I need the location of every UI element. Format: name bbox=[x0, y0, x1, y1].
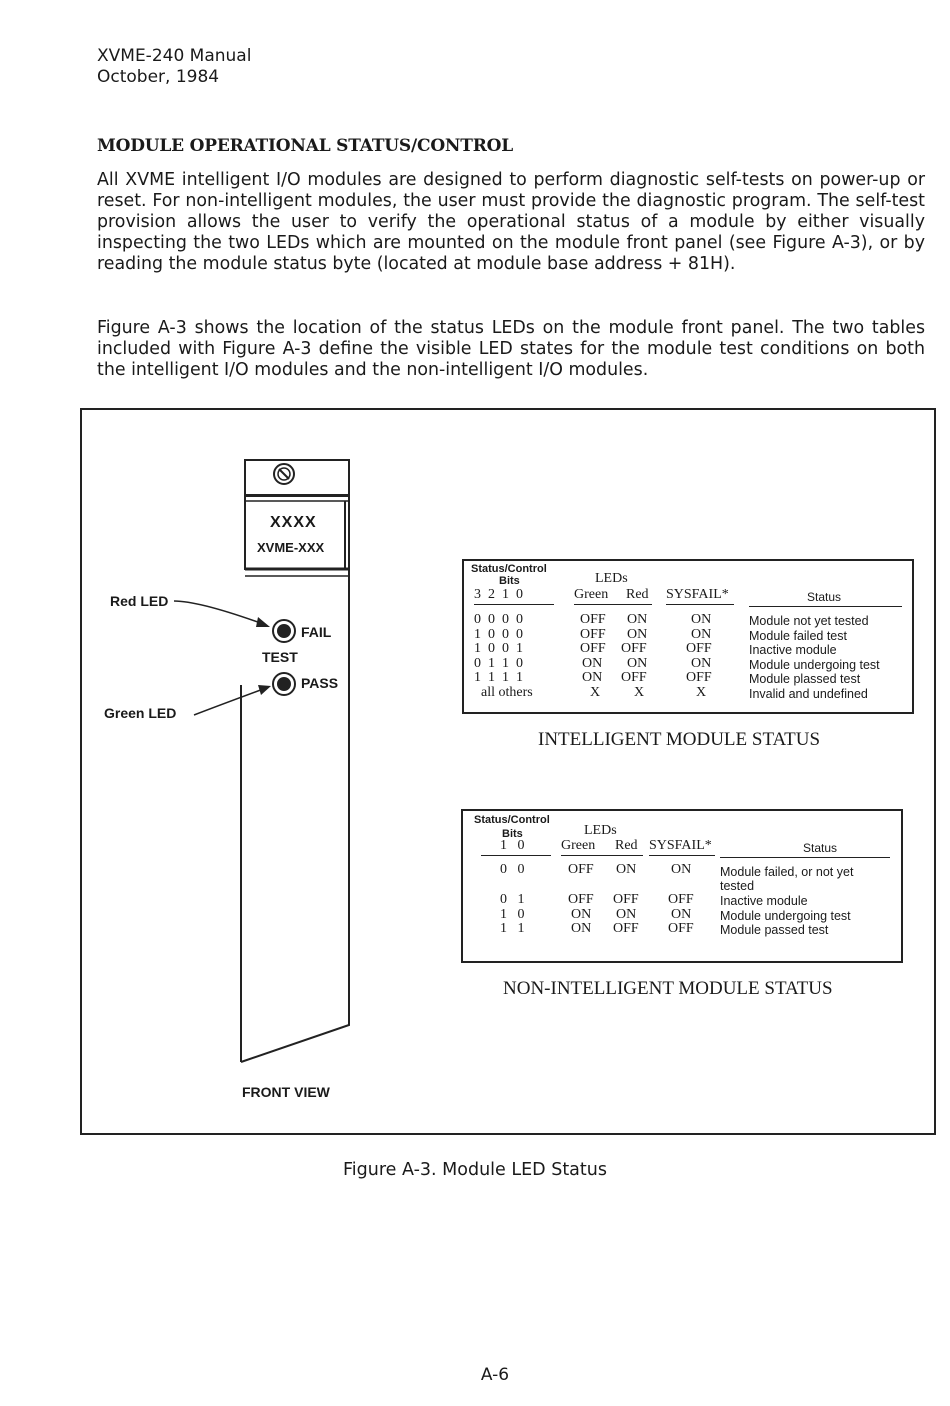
table-cell: Inactive module bbox=[720, 894, 808, 908]
table-cell: ON bbox=[691, 655, 712, 671]
table-cell: X bbox=[590, 684, 601, 700]
table-cell: Module undergoing test bbox=[720, 908, 851, 923]
table-row: 0 1 bbox=[500, 892, 525, 907]
table-cell: ON bbox=[571, 906, 592, 922]
intelligent-header-red: Red bbox=[626, 587, 649, 602]
table-cell: Inactive module bbox=[749, 643, 837, 657]
table-cell: ON bbox=[671, 906, 692, 922]
nonintelligent-underline-sysfail bbox=[649, 855, 715, 856]
table-row: 1 1 1 1 bbox=[474, 670, 523, 685]
screw-slot-icon bbox=[279, 469, 289, 479]
table-cell: ON bbox=[582, 655, 603, 671]
nonintelligent-header-red: Red bbox=[615, 838, 638, 853]
test-label: TEST bbox=[262, 649, 298, 665]
document-header-date: October, 1984 bbox=[97, 67, 220, 87]
table-cell: OFF bbox=[668, 892, 694, 907]
table-cell: OFF bbox=[568, 892, 594, 907]
green-led-leader bbox=[194, 688, 266, 715]
table-cell: OFF bbox=[621, 670, 647, 685]
table-cell: OFF bbox=[613, 892, 639, 907]
table-cell: Invalid and undefined bbox=[749, 686, 868, 701]
intelligent-header-leds: LEDs bbox=[595, 571, 628, 586]
table-cell: Module passed test bbox=[720, 923, 829, 937]
table-cell: OFF bbox=[668, 921, 694, 936]
table-row: 0 1 1 0 bbox=[474, 655, 523, 671]
intelligent-header-sysfail: SYSFAIL* bbox=[666, 587, 729, 602]
nonintelligent-header-bits: Bits bbox=[502, 828, 523, 840]
table-row: 1 0 0 0 bbox=[474, 626, 523, 642]
paragraph-1 bbox=[97, 170, 925, 275]
page-number: A-6 bbox=[480, 1365, 510, 1385]
table-cell: OFF bbox=[568, 862, 594, 877]
table-cell: tested bbox=[720, 879, 755, 893]
table-cell: ON bbox=[691, 626, 712, 642]
table-cell: Module not yet tested bbox=[749, 614, 869, 628]
fail-label: FAIL bbox=[301, 624, 332, 640]
table-cell: OFF bbox=[686, 641, 712, 656]
intelligent-header-green: Green bbox=[574, 587, 609, 602]
table-cell: ON bbox=[627, 655, 648, 671]
table-cell: OFF bbox=[580, 641, 606, 656]
panel-module-model: XVME-XXX bbox=[257, 540, 325, 555]
nonintelligent-underline-leds bbox=[561, 855, 643, 856]
table-row: all others bbox=[481, 684, 533, 700]
nonintelligent-header-green: Green bbox=[561, 838, 596, 853]
intelligent-underline-status bbox=[749, 606, 902, 607]
table-cell: Module plassed test bbox=[749, 672, 861, 686]
green-led-core-icon bbox=[277, 677, 291, 691]
table-cell: ON bbox=[627, 626, 648, 642]
intelligent-header-status: Status bbox=[807, 590, 842, 604]
table-cell: OFF bbox=[686, 670, 712, 685]
red-led-arrowhead-icon bbox=[256, 617, 270, 627]
table-cell: ON bbox=[627, 612, 648, 627]
table-cell: OFF bbox=[613, 921, 639, 936]
table-cell: ON bbox=[582, 670, 603, 685]
nonintelligent-header-sysfail: SYSFAIL* bbox=[649, 838, 712, 853]
paragraph-2 bbox=[97, 318, 925, 381]
table-cell: OFF bbox=[580, 626, 606, 642]
table-row: 1 0 bbox=[500, 906, 525, 922]
paragraph-1-text: All XVME intelligent I/O modules are designed to perform diagnostic self-tests on power-up or reset. For non-intelligent modules, the user must provide the diagnostic program. The self-test provision allows the user to verify the operational status of a module by either visually inspecting the two LEDs which are mounted on the module front panel (see Figure A-3), or by reading the module status byte (located at module base address + 81H). bbox=[97, 170, 925, 274]
nonintelligent-header-status: Status bbox=[803, 841, 838, 855]
intelligent-header-bit-numbers: 3 2 1 0 bbox=[474, 587, 523, 602]
table-cell: ON bbox=[616, 906, 637, 922]
red-led-core-icon bbox=[277, 624, 291, 638]
intelligent-underline-leds bbox=[574, 604, 652, 605]
table-cell: ON bbox=[671, 862, 692, 877]
table-cell: OFF bbox=[580, 612, 606, 627]
front-view-label: FRONT VIEW bbox=[242, 1084, 330, 1100]
table-row: 1 1 bbox=[500, 921, 525, 936]
table-cell: OFF bbox=[621, 641, 647, 656]
red-led-leader bbox=[174, 601, 266, 625]
table-row: 0 0 0 0 bbox=[474, 612, 523, 627]
table-cell: Module failed test bbox=[749, 628, 847, 643]
document-header-title: XVME-240 Manual bbox=[97, 46, 252, 66]
green-led-label: Green LED bbox=[104, 705, 177, 721]
table-cell: ON bbox=[571, 921, 592, 936]
nonintelligent-underline-status bbox=[720, 857, 890, 858]
intelligent-header-status-control: Status/Control bbox=[471, 563, 547, 575]
pass-label: PASS bbox=[301, 675, 339, 691]
section-title: MODULE OPERATIONAL STATUS/CONTROL bbox=[97, 136, 514, 156]
nonintelligent-underline-bits bbox=[481, 855, 551, 856]
table-cell: Module failed, or not yet bbox=[720, 865, 854, 879]
nonintelligent-header-bit-numbers: 1 0 bbox=[500, 838, 525, 853]
intelligent-underline-sysfail bbox=[666, 604, 734, 605]
intelligent-table-caption: INTELLIGENT MODULE STATUS bbox=[538, 729, 821, 750]
nonintelligent-header-status-control: Status/Control bbox=[474, 814, 550, 826]
panel-module-name: XXXX bbox=[270, 514, 317, 531]
table-cell: ON bbox=[616, 862, 637, 877]
table-cell: X bbox=[696, 684, 707, 700]
table-row: 1 0 0 1 bbox=[474, 641, 523, 656]
intelligent-status-table bbox=[462, 559, 914, 714]
red-led-label: Red LED bbox=[110, 593, 169, 609]
table-cell: Module undergoing test bbox=[749, 657, 880, 672]
figure-caption: Figure A-3. Module LED Status bbox=[343, 1160, 607, 1180]
table-cell: ON bbox=[691, 612, 712, 627]
nonintelligent-header-leds: LEDs bbox=[584, 823, 617, 838]
screw-box bbox=[245, 460, 349, 496]
nonintelligent-table-caption: NON-INTELLIGENT MODULE STATUS bbox=[503, 978, 833, 999]
name-plate bbox=[245, 495, 349, 569]
paragraph-2-text: Figure A-3 shows the location of the status LEDs on the module front panel. The two tables included with Figure A-3 define the visible LED states for the module test conditions on both the intelligent I/O modules and the non-intelligent I/O modules. bbox=[97, 318, 925, 380]
green-led-arrowhead-icon bbox=[258, 685, 271, 695]
nonintelligent-status-table bbox=[461, 809, 903, 963]
table-row: 0 0 bbox=[500, 862, 525, 877]
intelligent-underline-bits bbox=[474, 604, 554, 605]
table-cell: X bbox=[634, 684, 645, 700]
intelligent-header-bits: Bits bbox=[499, 575, 520, 587]
